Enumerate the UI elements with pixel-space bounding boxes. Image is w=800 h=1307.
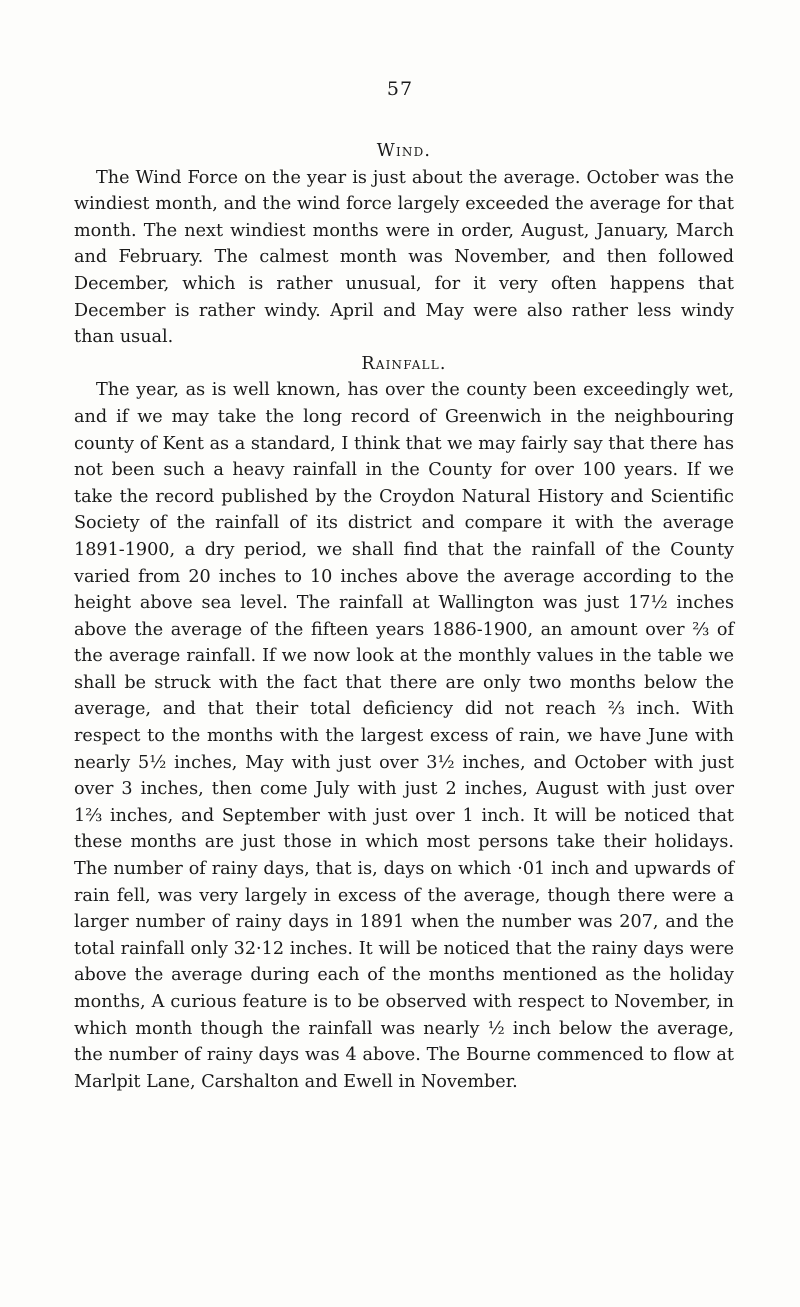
rainfall-heading: Rainfall.	[361, 353, 447, 374]
page-number: 57	[386, 78, 414, 100]
wind-heading: Wind.	[376, 141, 432, 161]
page-body	[74, 138, 734, 1095]
wind-paragraph: The Wind Force on the year is just about the average. October was the windiest month, and the wind force largely exceeded the average for that month. The next windiest months were in order, August, January, March and February. The calmest month was November, and then followed December, which is rather unusual, for it very often happens that December is rather windy. April and May were also rather less windy than usual.	[74, 167, 734, 348]
rainfall-paragraph: The year, as is well known, has over the county been exceedingly wet, and if we may take the long record of Greenwich in the neighbouring county of Kent as a standard, I think that we may fairly say that there has not been such a heavy rainfall in the County for over 100 years. If we take the record published by the Croydon Natural History and Scientific Society of the rainfall of its district and compare it with the average 1891-1900, a dry period, we shall find that the rainfall of the County varied from 20 inches to 10 inches above the average according to the height above sea level. The rainfall at Wallington was just 17½ inches above the average of the fifteen years 1886-1900, an amount over ⅔ of the average rainfall. If we now look at the monthly values in the table we shall be struck with the fact that there are only two months below the average, and that their total deficiency did not reach ⅔ inch. With respect to the months with the largest excess of rain, we have June with nearly 5½ inches, May with just over 3½ inches, and October with just over 3 inches, then come July with just 2 inches, August with just over 1⅔ inches, and September with just over 1 inch. It will be noticed that these months are just those in which most persons take their holidays. The number of rainy days, that is, days on which ·01 inch and upwards of rain fell, was very largely in excess of the average, though there were a larger number of rainy days in 1891 when the number was 207, and the total rainfall only 32·12 inches. It will be noticed that the rainy days were above the average during each of the months mentioned as the holiday months, A curious feature is to be observed with respect to November, in which month though the rainfall was nearly ½ inch below the average, the number of rainy days was 4 above. The Bourne commenced to flow at Marlpit Lane, Carshalton and Ewell in November.	[74, 380, 734, 1092]
